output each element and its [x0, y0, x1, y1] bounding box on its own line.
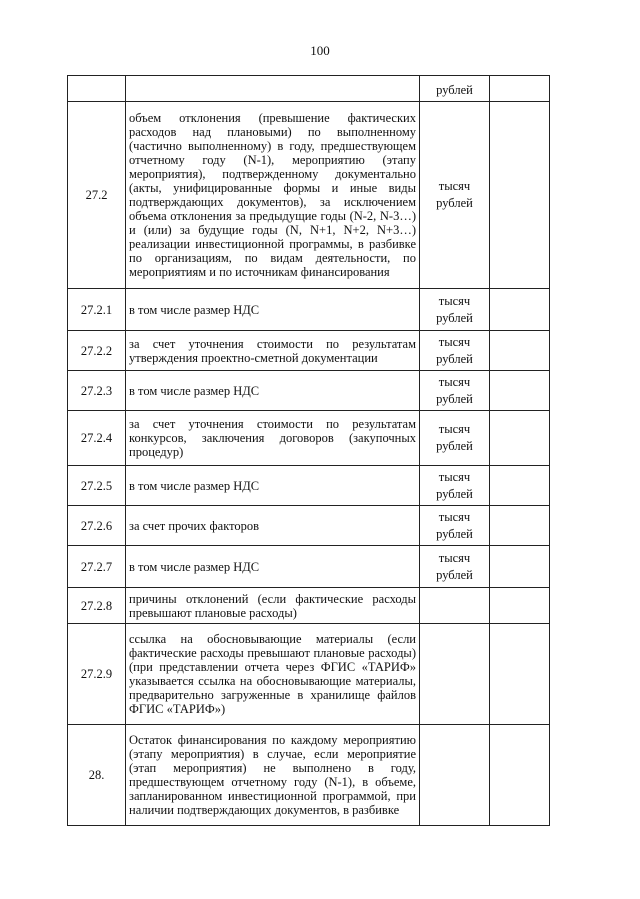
row-number: 27.2.4: [68, 411, 126, 466]
row-unit: тысяч рублей: [420, 102, 490, 289]
row-description: Остаток финансирования по каждому мероприятию (этапу мероприятия) в случае, если мероприятие (этап мероприятия) не выполнено в году, предшествующем отчетному году (N-1), в объеме, запланированном инвестиционной программой, при наличии подтверждающих документов, в разбивке: [126, 725, 420, 826]
row-unit: [420, 624, 490, 725]
row-unit: тысяч рублей: [420, 289, 490, 331]
row-number: 27.2.5: [68, 466, 126, 506]
row-number: 27.2.7: [68, 546, 126, 588]
table-row: [68, 506, 550, 546]
row-number: 27.2.1: [68, 289, 126, 331]
table-row: [68, 76, 550, 102]
table-row: [68, 466, 550, 506]
report-table: [67, 75, 550, 826]
row-unit: тысяч рублей: [420, 546, 490, 588]
row-unit: тысяч рублей: [420, 371, 490, 411]
page-number: 100: [310, 43, 330, 58]
table-row: [68, 624, 550, 725]
row-unit: [420, 725, 490, 826]
row-description: причины отклонений (если фактические расходы превышают плановые расходы): [126, 588, 420, 624]
row-description: в том числе размер НДС: [126, 466, 420, 506]
row-value: [490, 331, 550, 371]
row-unit: тысяч рублей: [420, 331, 490, 371]
row-number: 27.2.3: [68, 371, 126, 411]
row-description: объем отклонения (превышение фактических расходов над плановыми) по выполненному (частично выполненному) в году, предшествующем отчетному году (N-1), мероприятию (этапу мероприятия), подтвержденному документально (акты, унифицированные формы и иные виды подтверждающих документов), за исключением объема отклонения за предыдущие годы (N-2, N-3…) и (или) за будущие годы (N, N+1, N+2, N+3…) реализации инвестиционной программы, в разбивке по организациям, по видам деятельности, по мероприятиям и по источникам финансирования: [126, 102, 420, 289]
row-value: [490, 506, 550, 546]
table-row: [68, 102, 550, 289]
row-value: [490, 466, 550, 506]
table-row: [68, 289, 550, 331]
row-value: [490, 588, 550, 624]
row-value: [490, 725, 550, 826]
row-number: [68, 76, 126, 102]
row-unit: [420, 588, 490, 624]
row-value: [490, 289, 550, 331]
row-number: 27.2.2: [68, 331, 126, 371]
row-description: в том числе размер НДС: [126, 546, 420, 588]
row-number: 27.2.6: [68, 506, 126, 546]
row-unit: рублей: [420, 76, 490, 102]
row-number: 28.: [68, 725, 126, 826]
row-unit: тысяч рублей: [420, 466, 490, 506]
table-row: [68, 546, 550, 588]
table-row: [68, 371, 550, 411]
row-number: 27.2.9: [68, 624, 126, 725]
row-value: [490, 76, 550, 102]
row-unit: тысяч рублей: [420, 411, 490, 466]
row-description: ссылка на обосновывающие материалы (если фактические расходы превышают плановые расходы) (при представлении отчета через ФГИС «ТАРИФ» указывается ссылка на обосновывающие материалы, предварительно загруженные в хранилище файлов ФГИС «ТАРИФ»): [126, 624, 420, 725]
row-number: 27.2: [68, 102, 126, 289]
table-row: [68, 331, 550, 371]
row-value: [490, 624, 550, 725]
row-description: [126, 76, 420, 102]
table-row: [68, 588, 550, 624]
row-value: [490, 546, 550, 588]
row-value: [490, 371, 550, 411]
row-description: за счет уточнения стоимости по результатам утверждения проектно-сметной документации: [126, 331, 420, 371]
row-description: в том числе размер НДС: [126, 371, 420, 411]
table-row: [68, 411, 550, 466]
row-description: за счет прочих факторов: [126, 506, 420, 546]
row-value: [490, 411, 550, 466]
row-number: 27.2.8: [68, 588, 126, 624]
row-value: [490, 102, 550, 289]
row-description: в том числе размер НДС: [126, 289, 420, 331]
row-description: за счет уточнения стоимости по результатам конкурсов, заключения договоров (закупочных процедур): [126, 411, 420, 466]
table-row: [68, 725, 550, 826]
row-unit: тысяч рублей: [420, 506, 490, 546]
